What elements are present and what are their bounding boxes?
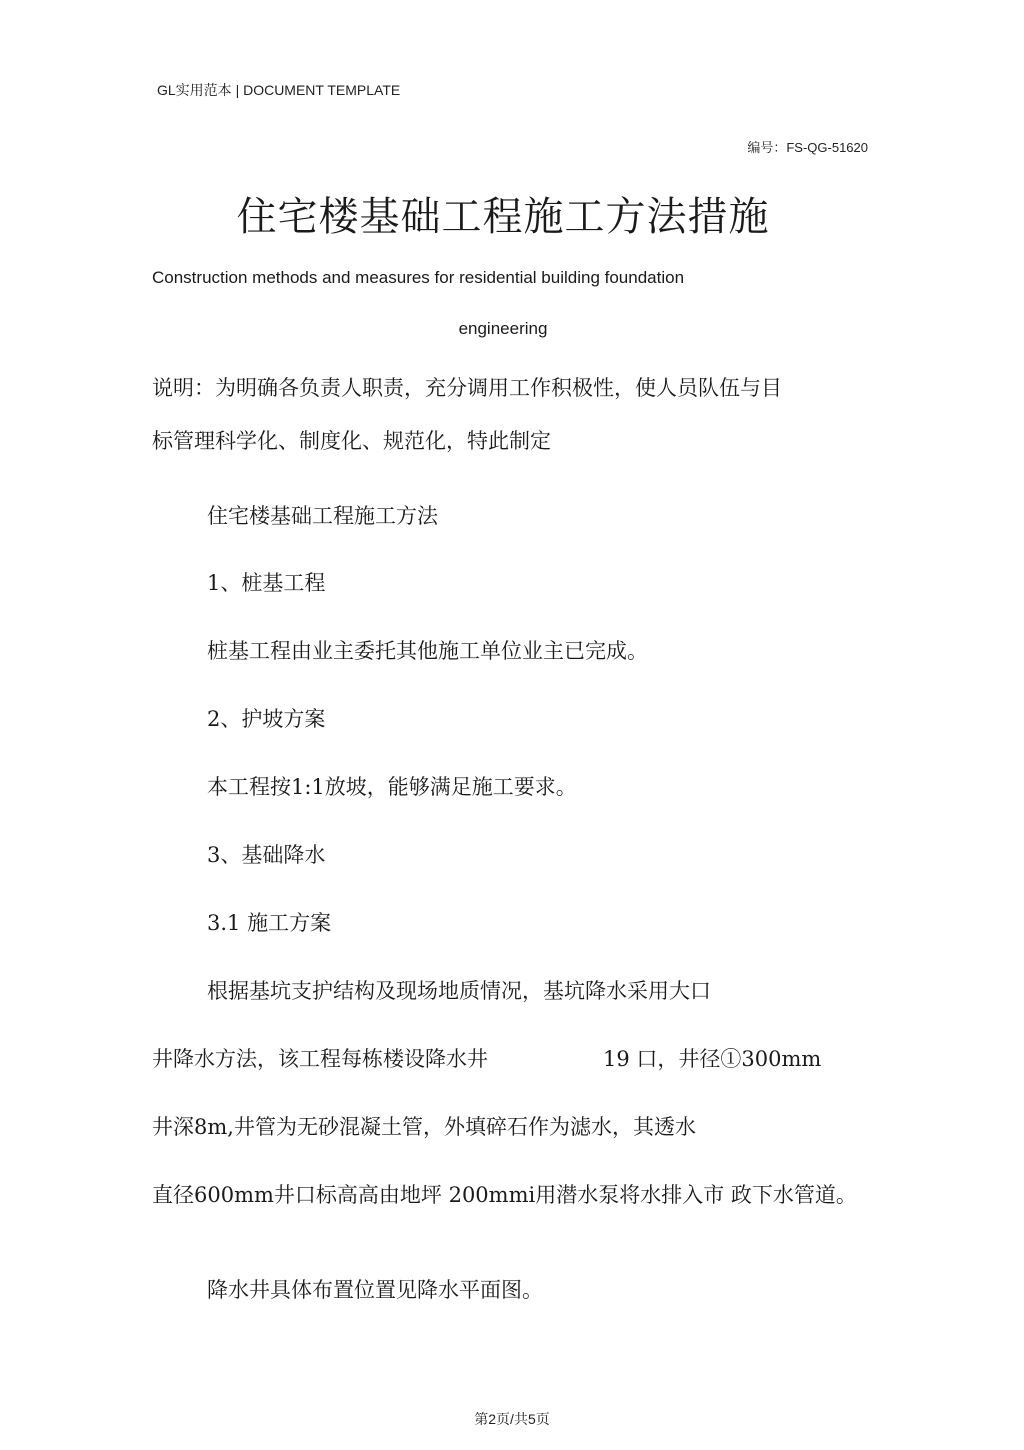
section-1-text: 桩基工程由业主委托其他施工单位业主已完成。 xyxy=(207,639,648,663)
section-1-title: 1、桩基工程 xyxy=(207,571,326,595)
description-line-2: 标管理科学化、制度化、规范化，特此制定 xyxy=(152,429,551,453)
section-heading: 住宅楼基础工程施工方法 xyxy=(207,504,438,528)
english-subtitle-line-1: Construction methods and measures for residential building foundation xyxy=(152,268,685,287)
english-subtitle-line-2: engineering xyxy=(458,319,548,338)
paragraph-line-2b: 19 口，井径①300mm xyxy=(603,1047,822,1071)
paragraph-line-2a: 井降水方法，该工程每栋楼设降水井 xyxy=(152,1047,488,1071)
document-title: 住宅楼基础工程施工方法措施 xyxy=(236,194,770,240)
page-number: 第2页/共5页 xyxy=(474,1411,550,1427)
paragraph-line-4: 直径600mm井口标高高由地坪 200mmi用潜水泵将水排入市 政下水管道。 xyxy=(152,1183,857,1207)
paragraph-line-3: 井深8m,井管为无砂混凝土管，外填碎石作为滤水，其透水 xyxy=(152,1115,696,1139)
description-line-1: 说明：为明确各负责人职责，充分调用工作积极性，使人员队伍与目 xyxy=(152,376,782,400)
section-2-title: 2、护坡方案 xyxy=(207,707,326,731)
document-number: 编号：FS-QG-51620 xyxy=(747,140,868,155)
section-2-text: 本工程按1:1放坡，能够满足施工要求。 xyxy=(207,775,577,799)
paragraph-line-5: 降水井具体布置位置见降水平面图。 xyxy=(207,1278,543,1302)
header-label: GL实用范本 | DOCUMENT TEMPLATE xyxy=(157,82,401,98)
section-3-1-title: 3.1 施工方案 xyxy=(207,911,332,935)
section-3-title: 3、基础降水 xyxy=(207,843,326,867)
paragraph-line-1: 根据基坑支护结构及现场地质情况，基坑降水采用大口 xyxy=(207,979,711,1003)
